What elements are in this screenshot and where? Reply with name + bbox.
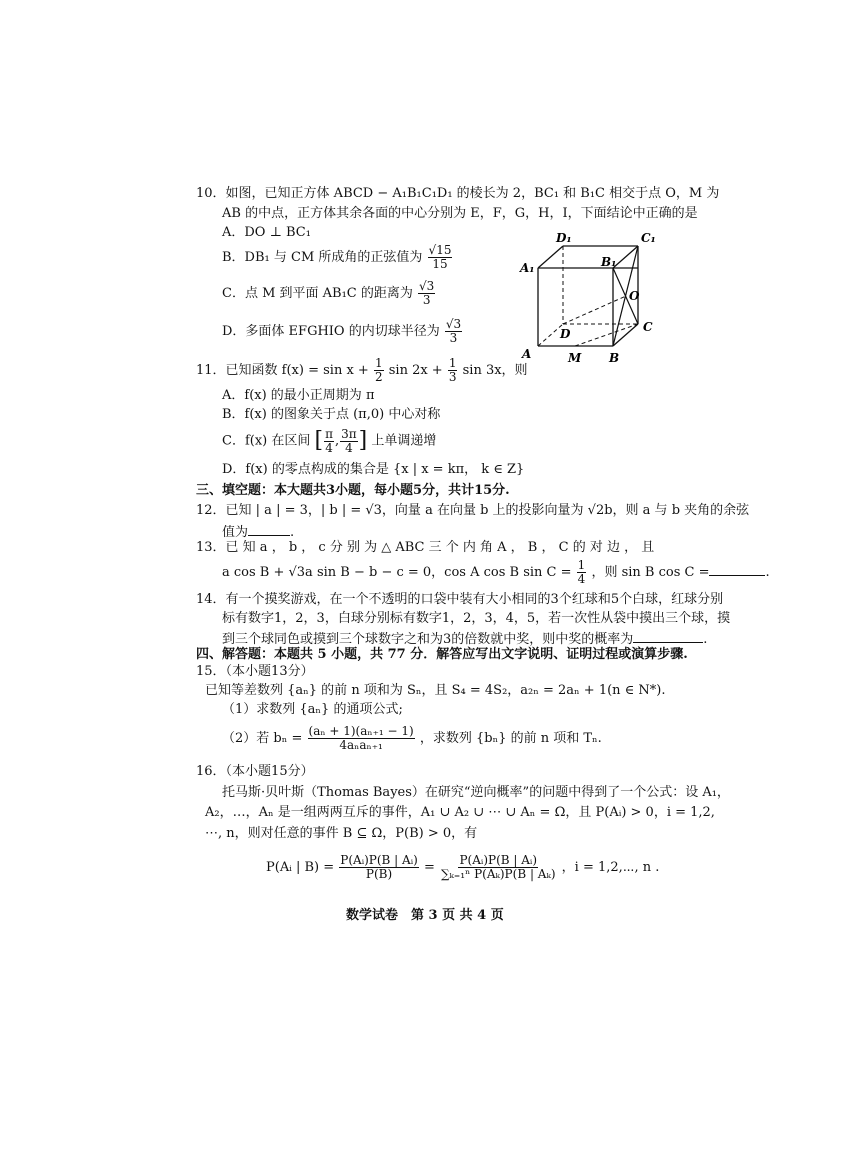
- answer-blank: [633, 630, 703, 643]
- label-d: D: [560, 327, 571, 341]
- answer-blank: [248, 523, 290, 536]
- q10-line2: AB 的中点，正方体其余各面的中心分别为 E，F，G，H，I，下面结论中正确的是: [222, 206, 698, 221]
- fraction: $\frac{\pi}{4}$: [325, 426, 333, 455]
- fraction: $\frac{1}{2}$: [374, 356, 383, 384]
- q14-line1: 14．有一个摸奖游戏，在一个不透明的口袋中装有大小相同的3个红球和5个白球，红球分别: [196, 592, 724, 607]
- q11-stem: 11．已知函数 f(x) = sin x + $\frac{1}{2}$ sin 2x + $\frac{1}{3}$ sin 3x，则: [196, 356, 528, 384]
- q11-option-a: A．f(x) 的最小正周期为 π: [222, 388, 375, 403]
- q12-line2: 值为 .: [222, 525, 295, 540]
- q10-option-d: D．多面体 EFGHIO 的内切球半径为 $\frac{√3}{3}$: [222, 317, 462, 345]
- q10-option-c: C．点 M 到平面 AB₁C 的距离为 $\frac{√3}{3}$: [222, 279, 435, 307]
- q16-heading: 16．（本小题15分）: [196, 764, 314, 779]
- q13-line1: 13．已 知 a ， b ， c 分 别 为 △ ABC 三 个 内 角 A ， B ， C 的 对 边 ， 且: [196, 540, 655, 555]
- q15-part1: （1）求数列 {aₙ} 的通项公式;: [222, 702, 403, 717]
- fraction: $\frac{\text{P(Aᵢ)P(B | Aᵢ)}}{\text{∑ₖ₌₁ⁿ P(Aₖ)P(B | Aₖ)}}$: [440, 853, 556, 881]
- section-solve-heading: 四、解答题：本题共 5 小题，共 77 分．解答应写出文字说明、证明过程或演算步骤.: [196, 647, 688, 662]
- section-fill-blank-heading: 三、填空题：本大题共3小题，每小题5分，共计15分.: [196, 483, 510, 498]
- q10-option-b: B．DB₁ 与 CM 所成角的正弦值为 $\frac{√15}{15}$: [222, 243, 452, 271]
- bayes-formula: P(Aᵢ | B) = $\frac{\text{P(Aᵢ)P(B | Aᵢ)}}{P(B)}$ = $\frac{\text{P(Aᵢ)P(B | Aᵢ)}}{\text{∑ₖ₌₁ⁿ P(Aₖ)P(B | Aₖ)}}$ ，i = 1,2,⋯, n .: [266, 853, 660, 881]
- label-a1: A₁: [520, 261, 535, 275]
- fraction: $\frac{1}{4}$: [577, 558, 586, 586]
- label-b: B: [609, 351, 620, 365]
- q10-line1: 10．如图，已知正方体 ABCD − A₁B₁C₁D₁ 的棱长为 2，BC₁ 和 B₁C 相交于点 O，M 为: [196, 186, 720, 201]
- q16-line1: 托马斯·贝叶斯（Thomas Bayes）在研究“逆向概率”的问题中得到了一个公式：设 A₁，: [222, 785, 730, 800]
- q15-stem: 已知等差数列 {aₙ} 的前 n 项和为 Sₙ，且 S₄ = 4S₂，a₂ₙ = 2aₙ + 1(n ∈ N*).: [205, 683, 666, 698]
- label-b1: B₁: [601, 255, 617, 269]
- q16-line2: A₂，…，Aₙ 是一组两两互斥的事件，A₁ ∪ A₂ ∪ ⋯ ∪ Aₙ = Ω，且 P(Aᵢ) > 0，i = 1,2,: [205, 805, 715, 820]
- q14-line3: 到三个球同色或摸到三个球数字之和为3的倍数就中奖，则中奖的概率为 .: [222, 632, 708, 647]
- q11-option-d: D．f(x) 的零点构成的集合是 {x | x = kπ， k ∈ Z}: [222, 462, 525, 477]
- fraction: $\frac{√3}{3}$: [419, 279, 435, 307]
- fraction: $\frac{√3}{3}$: [445, 317, 462, 345]
- label-a: A: [522, 347, 532, 361]
- q15-part2: （2）若 bₙ = $\frac{\text{(aₙ + 1)(aₙ₊₁ − 1)}}{\text{4aₙaₙ₊₁}}$ ，求数列 {bₙ} 的前 n 项和 Tₙ.: [222, 724, 602, 752]
- cube-figure: [510, 228, 670, 368]
- answer-blank: [709, 563, 765, 576]
- q14-line2: 标有数字1，2，3，白球分别标有数字1，2，3，4，5，若一次性从袋中摸出三个球，摸: [222, 611, 731, 626]
- fraction: $\frac{1}{3}$: [448, 356, 457, 384]
- page-footer: 数学试卷 第 3 页 共 4 页: [346, 908, 504, 923]
- label-m: M: [568, 351, 582, 365]
- q12-line1: 12．已知 | a | = 3，| b | = √3，向量 a 在向量 b 上的投影向量为 √2b，则 a 与 b 夹角的余弦: [196, 503, 750, 518]
- q16-line3: ⋯, n，则对任意的事件 B ⊆ Ω，P(B) > 0，有: [205, 826, 478, 841]
- fraction: $\frac{\text{(aₙ + 1)(aₙ₊₁ − 1)}}{\text{4aₙaₙ₊₁}}$: [308, 724, 414, 752]
- q15-heading: 15．（本小题13分）: [196, 664, 314, 679]
- q11-option-c: C．f(x) 在区间 [ $\frac{\pi}{4}$ , $\frac{3\pi}{4}$ ] 上单调递增: [222, 426, 437, 455]
- label-c: C: [643, 320, 653, 334]
- label-o: O: [629, 289, 640, 303]
- fraction: $\frac{\text{P(Aᵢ)P(B | Aᵢ)}}{P(B)}$: [340, 853, 418, 881]
- q13-line2: a cos B + √3a sin B − b − c = 0，cos A cos B sin C = $\frac{1}{4}$ ，则 sin B cos C = .: [222, 558, 770, 586]
- q11-option-b: B．f(x) 的图象关于点 (π,0) 中心对称: [222, 407, 441, 422]
- label-c1: C₁: [641, 231, 656, 245]
- label-d1: D₁: [556, 231, 572, 245]
- fraction: $\frac{3\pi}{4}$: [341, 426, 357, 455]
- fraction: $\frac{√15}{15}$: [428, 243, 452, 271]
- q10-option-a: A．DO ⊥ BC₁: [222, 225, 311, 240]
